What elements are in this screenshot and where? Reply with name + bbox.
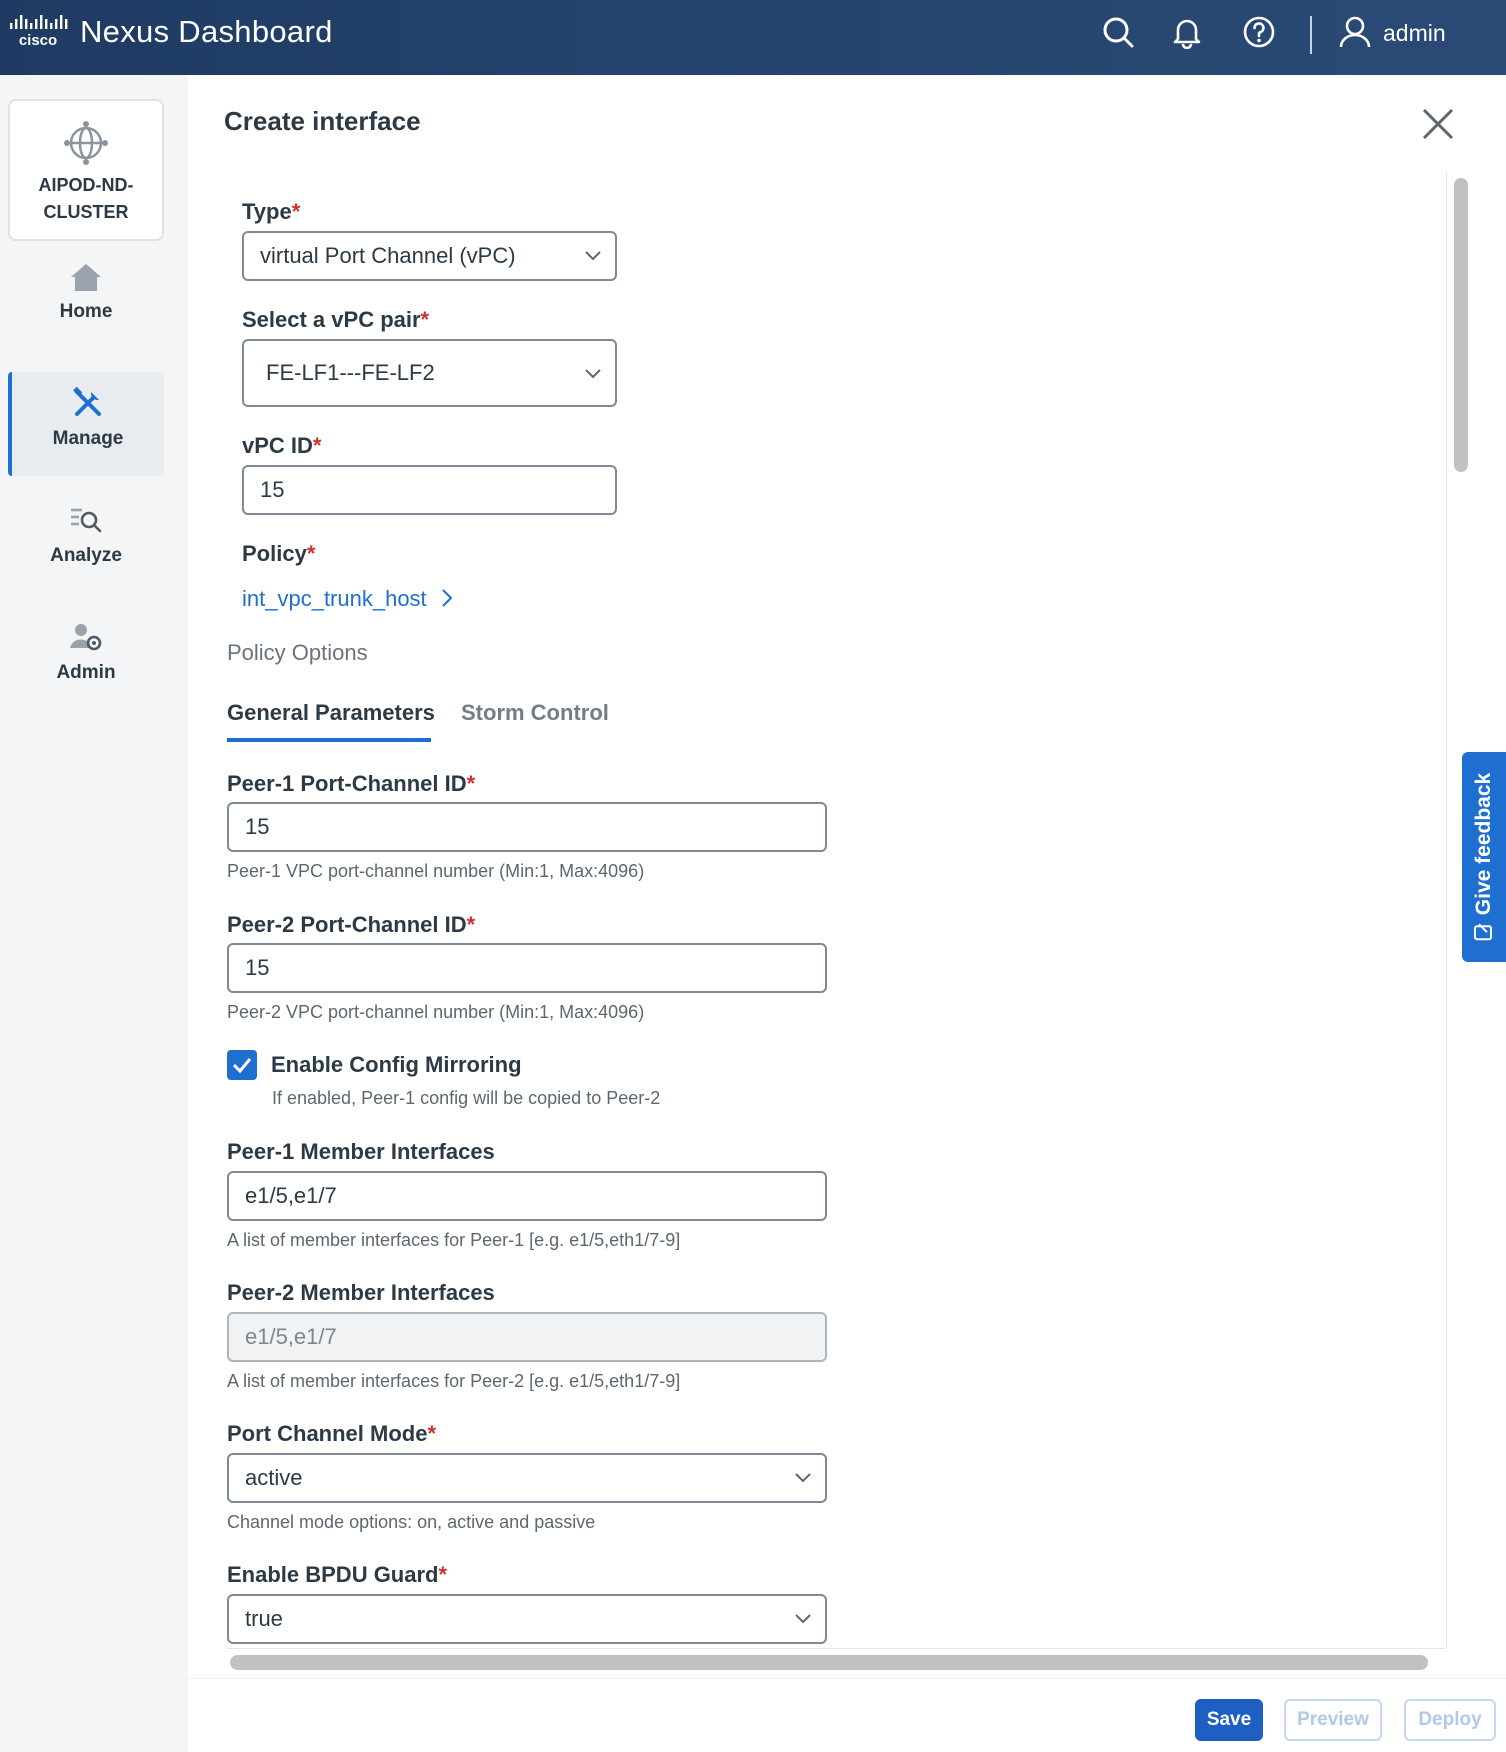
vpc-pair-select[interactable] (242, 339, 617, 407)
peer1-members-help: A list of member interfaces for Peer-1 [e.g. e1/5,eth1/7-9] (227, 1230, 681, 1250)
chevron-down-icon (585, 369, 601, 379)
peer2-members-label: Peer-2 Member Interfaces (227, 1280, 495, 1305)
horizontal-scroll-divider (226, 1648, 1446, 1649)
sidebar-item-home[interactable] (8, 247, 164, 351)
vpc-id-value: 15 (260, 477, 285, 502)
policy-link[interactable] (242, 586, 453, 612)
cluster-name: AIPOD-ND-CLUSTER (38, 175, 134, 222)
user-name[interactable]: admin (1383, 20, 1446, 46)
peer1-members-value: e1/5,e1/7 (245, 1183, 337, 1208)
give-feedback-label: Give feedback (1472, 773, 1496, 941)
pc-mode-value: active (245, 1465, 303, 1490)
tab-general-parameters[interactable]: General Parameters (227, 700, 435, 725)
chevron-down-icon (585, 251, 601, 261)
peer1-pc-label: Peer-1 Port-Channel ID* (227, 771, 476, 796)
top-bar (0, 0, 1506, 75)
vpc-id-input[interactable] (242, 465, 617, 515)
tab-active-indicator (227, 738, 431, 742)
deploy-button[interactable]: Deploy (1404, 1699, 1496, 1741)
bell-icon[interactable] (1170, 15, 1204, 49)
horizontal-scrollbar-thumb[interactable] (230, 1655, 1428, 1670)
bpdu-select[interactable] (227, 1594, 827, 1644)
sidebar-item-admin[interactable] (8, 606, 164, 710)
bpdu-label: Enable BPDU Guard* (227, 1562, 448, 1587)
search-icon[interactable] (1101, 15, 1135, 49)
config-mirroring-checkbox[interactable] (227, 1050, 257, 1080)
app-title: Nexus Dashboard (80, 14, 333, 49)
pc-mode-help: Channel mode options: on, active and passive (227, 1512, 596, 1532)
chevron-down-icon (795, 1473, 811, 1483)
sidebar-item-label: Analyze (50, 545, 122, 566)
close-icon[interactable] (1418, 104, 1458, 144)
chevron-down-icon (795, 1614, 811, 1624)
peer1-pc-help: Peer-1 VPC port-channel number (Min:1, Max:4096) (227, 861, 645, 881)
user-icon[interactable] (1338, 15, 1372, 49)
peer1-members-input[interactable] (227, 1171, 827, 1221)
bpdu-value: true (245, 1606, 283, 1631)
peer2-pc-value: 15 (245, 955, 270, 980)
config-mirroring-help: If enabled, Peer-1 config will be copied to Peer-2 (272, 1088, 661, 1108)
peer2-pc-help: Peer-2 VPC port-channel number (Min:1, Max:4096) (227, 1002, 645, 1022)
chevron-right-icon (441, 588, 453, 608)
sidebar-item-label: Home (59, 301, 113, 322)
sidebar-item-label: Manage (52, 428, 124, 449)
vertical-scrollbar-thumb[interactable] (1454, 178, 1468, 472)
policy-label: Policy* (242, 541, 316, 566)
peer1-pc-value: 15 (245, 814, 270, 839)
globe-icon (62, 119, 110, 167)
feedback-icon (1473, 921, 1493, 941)
type-label: Type* (242, 199, 301, 224)
pc-mode-label: Port Channel Mode* (227, 1421, 437, 1446)
peer2-pc-label: Peer-2 Port-Channel ID* (227, 912, 476, 937)
cisco-logo (8, 14, 68, 48)
analyze-icon (68, 503, 104, 537)
check-icon (227, 1050, 257, 1080)
peer1-members-label: Peer-1 Member Interfaces (227, 1139, 495, 1164)
type-select[interactable] (242, 231, 617, 281)
pc-mode-select[interactable] (227, 1453, 827, 1503)
type-value: virtual Port Channel (vPC) (260, 243, 516, 268)
give-feedback-button[interactable] (1462, 752, 1506, 962)
peer2-members-help: A list of member interfaces for Peer-2 [e.g. e1/5,eth1/7-9] (227, 1371, 681, 1391)
config-mirroring-label[interactable]: Enable Config Mirroring (271, 1052, 522, 1077)
save-button[interactable]: Save (1195, 1699, 1263, 1741)
vpc-pair-label: Select a vPC pair* (242, 307, 430, 332)
peer1-pc-input[interactable] (227, 802, 827, 852)
admin-icon (68, 620, 104, 654)
policy-value: int_vpc_trunk_host (242, 586, 427, 611)
page-title: Create interface (224, 106, 421, 136)
cluster-selector[interactable] (8, 99, 164, 241)
sidebar-item-label: Admin (56, 662, 116, 683)
vpc-id-label: vPC ID* (242, 433, 322, 458)
home-icon (69, 261, 103, 293)
peer2-members-input (227, 1312, 827, 1362)
vpc-pair-value: FE-LF1---FE-LF2 (266, 360, 435, 385)
sidebar-item-analyze[interactable] (8, 489, 164, 593)
policy-options-heading: Policy Options (227, 640, 368, 665)
tab-storm-control[interactable]: Storm Control (461, 700, 609, 725)
header-divider (1310, 16, 1312, 54)
sidebar-item-manage[interactable] (8, 372, 164, 476)
peer2-members-value: e1/5,e1/7 (245, 1324, 337, 1349)
sidebar (0, 75, 188, 1752)
preview-button[interactable]: Preview (1284, 1699, 1382, 1741)
tools-icon (71, 386, 105, 420)
peer2-pc-input[interactable] (227, 943, 827, 993)
cisco-wordmark: cisco (18, 32, 58, 48)
help-icon[interactable] (1242, 15, 1276, 49)
